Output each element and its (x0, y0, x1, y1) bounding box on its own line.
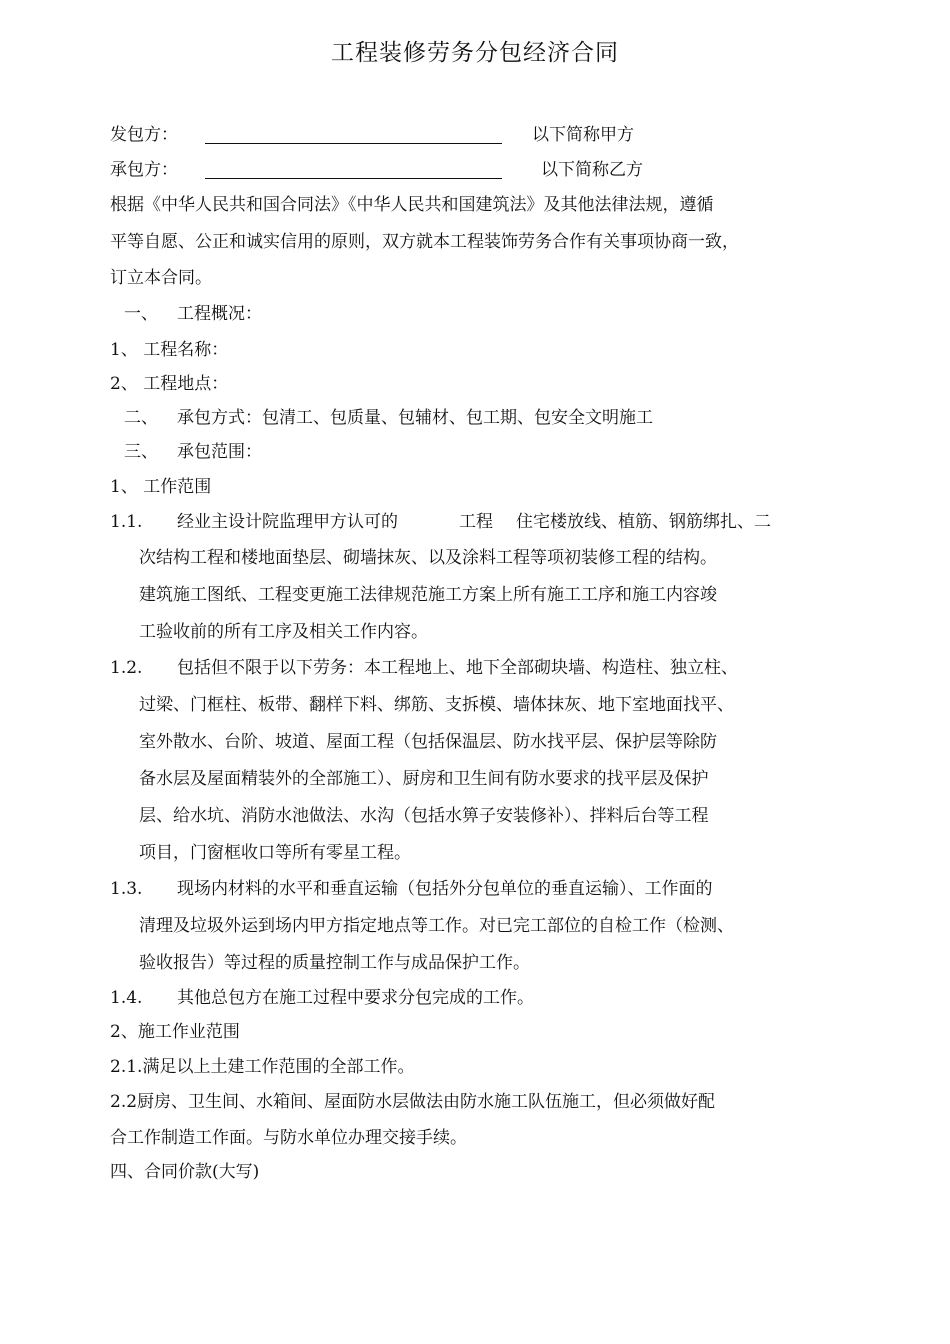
section3-heading: 承包范围： (177, 442, 262, 462)
preamble-line: 订立本合同。 (110, 268, 212, 288)
clause-1-1-number: 1.1. (110, 512, 143, 532)
section1-heading: 工程概况： (177, 304, 262, 324)
section4-heading: 四、合同价款(大写) (110, 1162, 260, 1182)
clause-1-1-line: 工验收前的所有工序及相关工作内容。 (139, 622, 428, 642)
preamble-line: 根据《中华人民共和国合同法》《中华人民共和国建筑法》及其他法律法规，遵循 (110, 195, 714, 215)
section2-text: 承包方式：包清工、包质量、包辅材、包工期、包安全文明施工 (177, 408, 653, 428)
employer-suffix: 以下简称甲方 (532, 125, 634, 145)
project-name-item: 1、 工程名称： (110, 340, 229, 360)
employer-blank-line (205, 143, 502, 144)
clause-1-4-number: 1.4. (110, 988, 143, 1008)
clause-1-2-line: 过梁、门框柱、板带、翻样下料、绑筋、支拆模、墙体抹灰、地下室地面找平、 (139, 695, 734, 715)
clause-1-2-line: 备水层及屋面精装外的全部施工）、厨房和卫生间有防水要求的找平层及保护 (139, 769, 709, 789)
clause-2-1: 2.1.满足以上土建工作范围的全部工作。 (110, 1057, 415, 1077)
clause-2-2-line: 合工作制造工作面。与防水单位办理交接手续。 (110, 1128, 467, 1148)
clause-1-2-line: 项目，门窗框收口等所有零星工程。 (139, 843, 411, 863)
clause-2-2-line: 2.2厨房、卫生间、水箱间、屋面防水层做法由防水施工队伍施工，但必须做好配 (110, 1092, 716, 1112)
clause-1-2-line: 室外散水、台阶、坡道、屋面工程（包括保温层、防水找平层、保护层等除防 (139, 732, 717, 752)
section2-number: 二、 (124, 408, 158, 428)
section3-number: 三、 (124, 442, 158, 462)
work-scope-subheading: 1、 工作范围 (110, 477, 212, 497)
document-title: 工程装修劳务分包经济合同 (331, 40, 619, 66)
clause-1-1-text-b: 工程 (459, 512, 493, 532)
contractor-label: 承包方： (110, 160, 178, 180)
construction-scope-subheading: 2、施工作业范围 (110, 1022, 240, 1042)
preamble-line: 平等自愿、公正和诚实信用的原则，双方就本工程装饰劳务合作有关事项协商一致， (110, 232, 739, 252)
employer-label: 发包方： (110, 125, 178, 145)
clause-1-1-text-a: 经业主设计院监理甲方认可的 (177, 512, 398, 532)
clause-1-1-line: 次结构工程和楼地面垫层、砌墙抹灰、以及涂料工程等项初装修工程的结构。 (139, 548, 717, 568)
clause-1-2-number: 1.2. (110, 658, 143, 678)
clause-1-2-text: 包括但不限于以下劳务：本工程地上、地下全部砌块墙、构造柱、独立柱、 (177, 658, 738, 678)
clause-1-2-line: 层、给水坑、消防水池做法、水沟（包括水箅子安装修补）、拌料后台等工程 (139, 806, 709, 826)
clause-1-1-line: 建筑施工图纸、工程变更施工法律规范施工方案上所有施工工序和施工内容竣 (139, 585, 717, 605)
clause-1-3-line: 清理及垃圾外运到场内甲方指定地点等工作。对已完工部位的自检工作（检测、 (139, 916, 734, 936)
section1-number: 一、 (124, 304, 158, 324)
clause-1-4-text: 其他总包方在施工过程中要求分包完成的工作。 (177, 988, 534, 1008)
project-location-item: 2、 工程地点： (110, 374, 229, 394)
contractor-blank-line (205, 178, 502, 179)
clause-1-1-text-c: 住宅楼放线、植筋、钢筋绑扎、二 (516, 512, 771, 532)
clause-1-3-text: 现场内材料的水平和垂直运输（包括外分包单位的垂直运输）、工作面的 (177, 879, 713, 899)
clause-1-3-number: 1.3. (110, 879, 143, 899)
clause-1-3-line: 验收报告）等过程的质量控制工作与成品保护工作。 (139, 953, 530, 973)
contractor-suffix: 以下简称乙方 (541, 160, 643, 180)
